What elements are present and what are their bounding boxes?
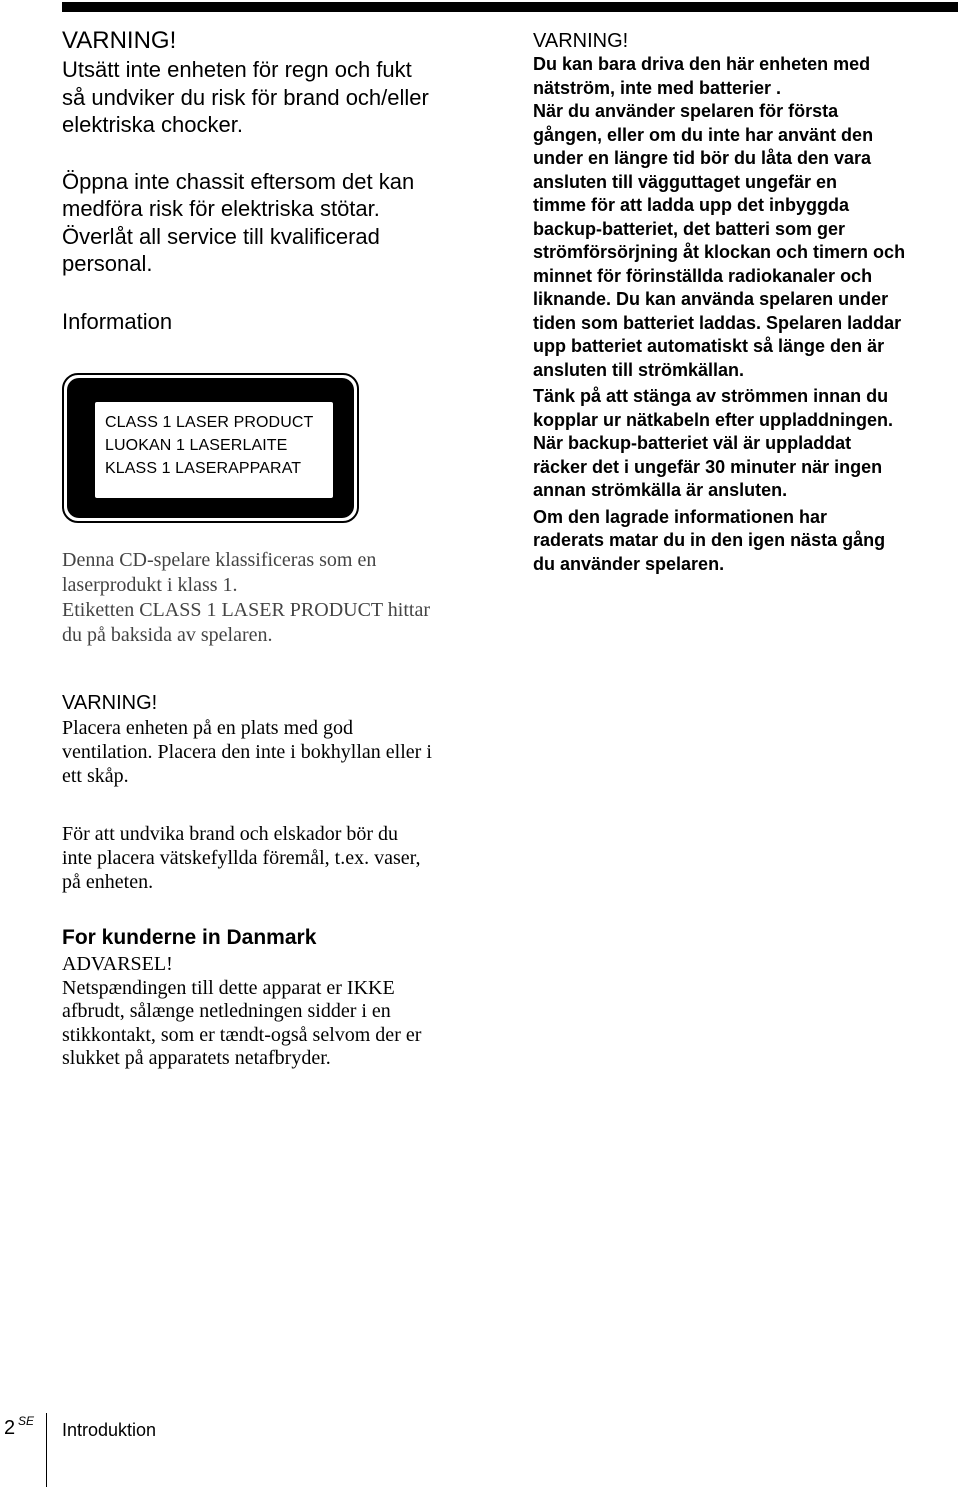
ventilation-section [62,690,502,788]
warning-title: VARNING! [62,27,177,54]
memory-paragraph: Om den lagrade informationen har raderats matar du in den igen nästa gång du använder spelaren. [533,506,886,574]
laser-label-text: CLASS 1 LASER PRODUCT LUOKAN 1 LASERLAITE KLASS 1 LASERAPPARAT [95,402,333,498]
language-code: SE [18,1414,35,1428]
battery-warning-title: VARNING! [533,30,629,52]
right-column [533,29,960,579]
left-column [62,26,502,646]
backup-battery-paragraph: När du använder spelaren för första gången, eller om du inte har använt den under en längre tid bör du låta den vara ansluten till vägguttaget ungefär en timme för att ladda upp det inbyggda backup-batteriet, det batteri som ger strömförsörjning åt klockan och timern och minnet för förinställda radiokanaler och liknande. Du kan använda spelaren under tiden som batteriet laddas. Spelaren laddar upp batteriet automatiskt så länge den är ansluten till strömkällan. [533,101,906,380]
liquids-text: För att undvika brand och elskador bör du inte placera vätskefyllda föremål, t.ex. vaser, på enheten. [62,823,421,893]
chassis-warning: Öppna inte chassit eftersom det kan medföra risk för elektriska stötar. Överlåt all service till kvalificerad personal. [62,168,415,276]
rain-warning: Utsätt inte enheten för regn och fukt så undviker du risk för brand och/eller elektriska chocker. [62,57,429,137]
denmark-section [62,925,502,1071]
ventilation-text: Placera enheten på en plats med god ventilation. Placera den inte i bokhyllan eller i ett skåp. [62,717,432,787]
laser-caption: Denna CD-spelare klassificeras som en laserprodukt i klass 1. Etiketten CLASS 1 LASER PRODUCT hittar du på baksida av spelaren. [62,549,430,646]
denmark-heading: For kunderne in Danmark [62,926,317,949]
laser-class-label [62,373,359,523]
denmark-text: ADVARSEL! Netspændingen till dette apparat er IKKE afbrudt, sålænge netledningen sidder i en stikkontakt, som er tændt-også selvom der er slukket på apparatets netafbryder. [62,953,422,1069]
section-title: Introduktion [62,1420,157,1440]
information-heading: Information [62,308,173,334]
mains-only-paragraph: Du kan bara driva den här enheten med nätström, inte med batterier . [533,54,871,98]
power-off-paragraph: Tänk på att stänga av strömmen innan du kopplar ur nätkabeln efter uppladdningen. När backup-batteriet väl är uppladdat räcker det i ungefär 30 minuter när ingen annan strömkälla är ansluten. [533,386,894,500]
top-rule [62,2,958,12]
liquids-section [62,822,502,894]
page-number: 2 [4,1417,16,1439]
ventilation-warning-title: VARNING! [62,692,158,714]
footer-divider [46,1413,47,1487]
